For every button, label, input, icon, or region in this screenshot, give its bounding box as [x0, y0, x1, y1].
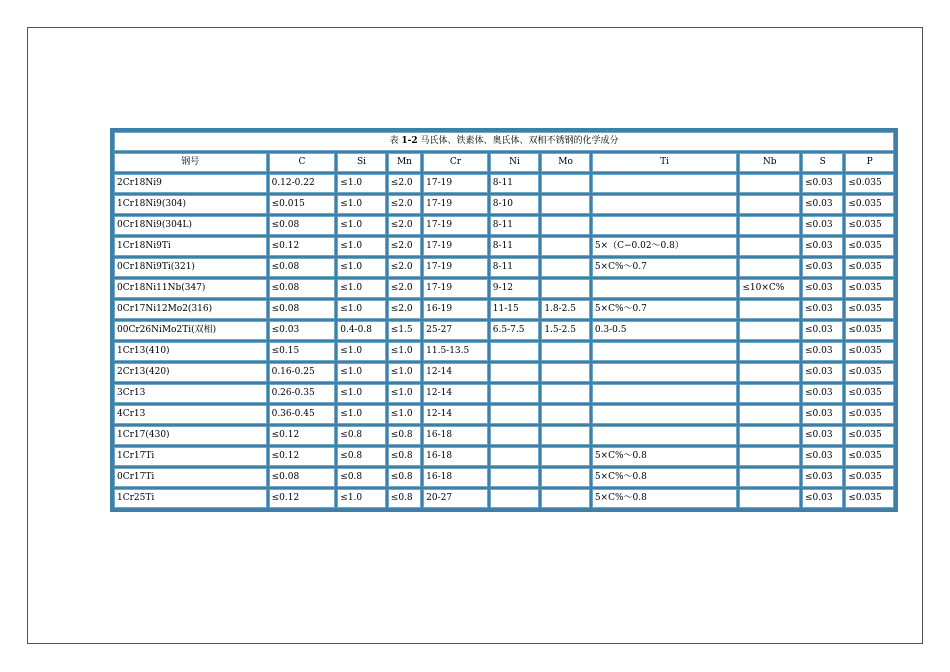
table-cell: [739, 426, 800, 445]
table-cell: ≤2.0: [388, 258, 421, 277]
table-cell: 0.16-0.25: [269, 363, 336, 382]
table-cell: [592, 216, 738, 235]
steel-grade-cell: 0Cr18Ni11Nb(347): [114, 279, 267, 298]
table-cell: ≤0.035: [845, 426, 894, 445]
table-cell: [541, 195, 590, 214]
table-cell: [592, 384, 738, 403]
table-cell: ≤1.0: [337, 342, 386, 361]
table-cell: 11.5-13.5: [423, 342, 488, 361]
table-cell: [739, 468, 800, 487]
table-row: [114, 321, 894, 340]
table-title-text: 马氏体、铁素体、奥氏体、双相不锈钢的化学成分: [417, 136, 619, 146]
table-title: [114, 132, 894, 151]
table-cell: ≤0.8: [388, 489, 421, 508]
table-cell: 16-18: [423, 468, 488, 487]
table-cell: 17-19: [423, 237, 488, 256]
table-cell: ≤0.035: [845, 321, 894, 340]
table-header-row: [114, 153, 894, 172]
table-cell: ≤0.035: [845, 384, 894, 403]
table-cell: ≤0.03: [802, 216, 843, 235]
table-cell: ≤0.035: [845, 300, 894, 319]
table-cell: 17-19: [423, 279, 488, 298]
table-cell: 0.3-0.5: [592, 321, 738, 340]
table-row: [114, 447, 894, 466]
table-cell: ≤0.12: [269, 489, 336, 508]
table-number: 1-2: [401, 136, 418, 146]
table-cell: ≤0.015: [269, 195, 336, 214]
table-cell: [541, 426, 590, 445]
table-cell: 12-14: [423, 363, 488, 382]
table-cell: ≤10×C%: [739, 279, 800, 298]
table-cell: ≤0.08: [269, 279, 336, 298]
table-cell: ≤0.8: [337, 468, 386, 487]
table-cell: ≤0.8: [337, 447, 386, 466]
table-cell: [739, 447, 800, 466]
table-title-row: [114, 132, 894, 151]
steel-grade-cell: 1Cr17Ti: [114, 447, 267, 466]
table-cell: [541, 489, 590, 508]
table-cell: [739, 489, 800, 508]
table-cell: ≤0.035: [845, 258, 894, 277]
table-cell: ≤1.0: [388, 405, 421, 424]
table-cell: ≤0.08: [269, 216, 336, 235]
column-header: Mn: [388, 153, 421, 172]
table-cell: 8-11: [490, 258, 540, 277]
table-cell: ≤0.03: [802, 426, 843, 445]
table-cell: 16-18: [423, 447, 488, 466]
table-cell: [490, 363, 540, 382]
table-cell: 25-27: [423, 321, 488, 340]
table-cell: 17-19: [423, 174, 488, 193]
table-cell: ≤1.0: [337, 237, 386, 256]
table-cell: ≤0.03: [802, 279, 843, 298]
table-cell: [739, 237, 800, 256]
table-cell: ≤0.03: [802, 468, 843, 487]
table-cell: ≤0.08: [269, 258, 336, 277]
table-cell: [541, 237, 590, 256]
table-cell: 8-10: [490, 195, 540, 214]
table-cell: [541, 384, 590, 403]
table-cell: ≤1.0: [388, 363, 421, 382]
table-cell: ≤0.03: [802, 258, 843, 277]
table-cell: ≤1.0: [337, 363, 386, 382]
table-cell: 0.36-0.45: [269, 405, 336, 424]
table-cell: [541, 279, 590, 298]
table-cell: [592, 342, 738, 361]
table-cell: [541, 447, 590, 466]
table-cell: ≤1.0: [337, 279, 386, 298]
table-cell: 0.12-0.22: [269, 174, 336, 193]
table-cell: ≤2.0: [388, 300, 421, 319]
table-cell: ≤1.0: [337, 216, 386, 235]
table-cell: 9-12: [490, 279, 540, 298]
column-header: 钢号: [114, 153, 267, 172]
table-cell: ≤0.03: [802, 363, 843, 382]
composition-table-frame: [110, 128, 898, 512]
column-header: S: [802, 153, 843, 172]
table-cell: ≤2.0: [388, 237, 421, 256]
table-cell: ≤0.03: [269, 321, 336, 340]
table-cell: [739, 216, 800, 235]
table-cell: 0.26-0.35: [269, 384, 336, 403]
table-cell: 17-19: [423, 195, 488, 214]
table-cell: [739, 195, 800, 214]
table-cell: [541, 468, 590, 487]
table-cell: ≤0.03: [802, 195, 843, 214]
table-cell: [739, 342, 800, 361]
table-cell: ≤0.08: [269, 468, 336, 487]
table-cell: ≤0.035: [845, 174, 894, 193]
table-cell: ≤1.0: [337, 405, 386, 424]
table-cell: [541, 174, 590, 193]
table-row: [114, 342, 894, 361]
table-row: [114, 195, 894, 214]
table-cell: [541, 363, 590, 382]
table-cell: 11-15: [490, 300, 540, 319]
table-cell: [739, 174, 800, 193]
table-cell: ≤0.8: [388, 468, 421, 487]
table-cell: ≤2.0: [388, 174, 421, 193]
table-cell: [490, 384, 540, 403]
column-header: Mo: [541, 153, 590, 172]
table-cell: ≤1.5: [388, 321, 421, 340]
table-cell: [592, 426, 738, 445]
table-cell: [490, 447, 540, 466]
table-cell: ≤0.035: [845, 279, 894, 298]
steel-grade-cell: 0Cr17Ti: [114, 468, 267, 487]
table-cell: 5×C%～0.8: [592, 468, 738, 487]
table-cell: ≤0.035: [845, 195, 894, 214]
table-cell: ≤0.035: [845, 237, 894, 256]
table-cell: ≤0.03: [802, 489, 843, 508]
column-header: Si: [337, 153, 386, 172]
table-cell: [541, 216, 590, 235]
table-cell: ≤0.08: [269, 300, 336, 319]
table-row: [114, 258, 894, 277]
table-cell: [541, 258, 590, 277]
table-cell: 5×（C−0.02～0.8）: [592, 237, 738, 256]
table-row: [114, 426, 894, 445]
table-cell: [592, 174, 738, 193]
composition-table: [112, 130, 896, 510]
table-cell: ≤0.03: [802, 342, 843, 361]
table-cell: 6.5-7.5: [490, 321, 540, 340]
table-cell: 16-18: [423, 426, 488, 445]
column-header: P: [845, 153, 894, 172]
table-cell: ≤0.03: [802, 384, 843, 403]
table-cell: ≤2.0: [388, 216, 421, 235]
steel-grade-cell: 1Cr18Ni9Ti: [114, 237, 267, 256]
table-cell: [739, 384, 800, 403]
table-cell: 16-19: [423, 300, 488, 319]
column-header: Cr: [423, 153, 488, 172]
steel-grade-cell: 0Cr17Ni12Mo2(316): [114, 300, 267, 319]
table-cell: ≤0.03: [802, 174, 843, 193]
table-cell: ≤2.0: [388, 279, 421, 298]
steel-grade-cell: 2Cr18Ni9: [114, 174, 267, 193]
table-cell: 20-27: [423, 489, 488, 508]
table-cell: [739, 258, 800, 277]
table-cell: ≤0.8: [337, 426, 386, 445]
table-cell: [490, 489, 540, 508]
table-cell: [592, 405, 738, 424]
table-cell: 8-11: [490, 216, 540, 235]
table-cell: ≤1.0: [337, 258, 386, 277]
table-row: [114, 489, 894, 508]
column-header: C: [269, 153, 336, 172]
table-row: [114, 279, 894, 298]
table-cell: ≤0.035: [845, 489, 894, 508]
table-cell: 12-14: [423, 384, 488, 403]
table-cell: ≤0.035: [845, 468, 894, 487]
table-cell: [490, 468, 540, 487]
table-cell: ≤0.12: [269, 426, 336, 445]
table-cell: 1.5-2.5: [541, 321, 590, 340]
table-cell: ≤1.0: [337, 300, 386, 319]
table-cell: 8-11: [490, 237, 540, 256]
table-cell: 12-14: [423, 405, 488, 424]
steel-grade-cell: 3Cr13: [114, 384, 267, 403]
table-cell: ≤0.035: [845, 447, 894, 466]
table-cell: [541, 405, 590, 424]
document-page: [27, 27, 923, 644]
table-cell: [739, 405, 800, 424]
table-row: [114, 174, 894, 193]
steel-grade-cell: 1Cr17(430): [114, 426, 267, 445]
table-cell: [592, 279, 738, 298]
table-cell: ≤0.03: [802, 300, 843, 319]
table-cell: [739, 300, 800, 319]
steel-grade-cell: 1Cr25Ti: [114, 489, 267, 508]
table-cell: [541, 342, 590, 361]
table-cell: [490, 342, 540, 361]
table-cell: 5×C%～0.8: [592, 489, 738, 508]
table-title-prefix: 表: [389, 136, 402, 146]
table-cell: ≤0.03: [802, 321, 843, 340]
table-cell: ≤0.03: [802, 405, 843, 424]
table-cell: 5×C%～0.7: [592, 300, 738, 319]
table-cell: 0.4-0.8: [337, 321, 386, 340]
table-cell: 5×C%～0.8: [592, 447, 738, 466]
steel-grade-cell: 00Cr26NiMo2Ti(双相): [114, 321, 267, 340]
table-cell: [490, 426, 540, 445]
steel-grade-cell: 0Cr18Ni9Ti(321): [114, 258, 267, 277]
table-cell: [490, 405, 540, 424]
table-cell: [592, 195, 738, 214]
table-cell: [739, 321, 800, 340]
steel-grade-cell: 0Cr18Ni9(304L): [114, 216, 267, 235]
table-cell: ≤0.8: [388, 426, 421, 445]
table-cell: 8-11: [490, 174, 540, 193]
table-cell: ≤0.15: [269, 342, 336, 361]
table-cell: [592, 363, 738, 382]
table-cell: 5×C%～0.7: [592, 258, 738, 277]
table-cell: ≤1.0: [337, 174, 386, 193]
table-row: [114, 237, 894, 256]
table-cell: ≤1.0: [388, 384, 421, 403]
table-cell: ≤2.0: [388, 195, 421, 214]
table-cell: ≤0.035: [845, 216, 894, 235]
table-cell: ≤0.035: [845, 342, 894, 361]
steel-grade-cell: 4Cr13: [114, 405, 267, 424]
table-cell: ≤1.0: [337, 489, 386, 508]
table-cell: ≤0.03: [802, 447, 843, 466]
table-row: [114, 300, 894, 319]
steel-grade-cell: 1Cr18Ni9(304): [114, 195, 267, 214]
table-cell: ≤1.0: [388, 342, 421, 361]
table-row: [114, 405, 894, 424]
table-cell: ≤0.12: [269, 447, 336, 466]
table-cell: 1.8-2.5: [541, 300, 590, 319]
table-cell: [739, 363, 800, 382]
table-cell: ≤0.8: [388, 447, 421, 466]
table-cell: ≤0.12: [269, 237, 336, 256]
table-cell: ≤0.035: [845, 363, 894, 382]
table-row: [114, 216, 894, 235]
steel-grade-cell: 1Cr13(410): [114, 342, 267, 361]
table-cell: ≤1.0: [337, 195, 386, 214]
column-header: Nb: [739, 153, 800, 172]
table-cell: ≤0.035: [845, 405, 894, 424]
column-header: Ti: [592, 153, 738, 172]
table-row: [114, 468, 894, 487]
column-header: Ni: [490, 153, 540, 172]
table-cell: 17-19: [423, 258, 488, 277]
table-row: [114, 363, 894, 382]
table-cell: ≤1.0: [337, 384, 386, 403]
table-row: [114, 384, 894, 403]
table-cell: 17-19: [423, 216, 488, 235]
steel-grade-cell: 2Cr13(420): [114, 363, 267, 382]
table-cell: ≤0.03: [802, 237, 843, 256]
